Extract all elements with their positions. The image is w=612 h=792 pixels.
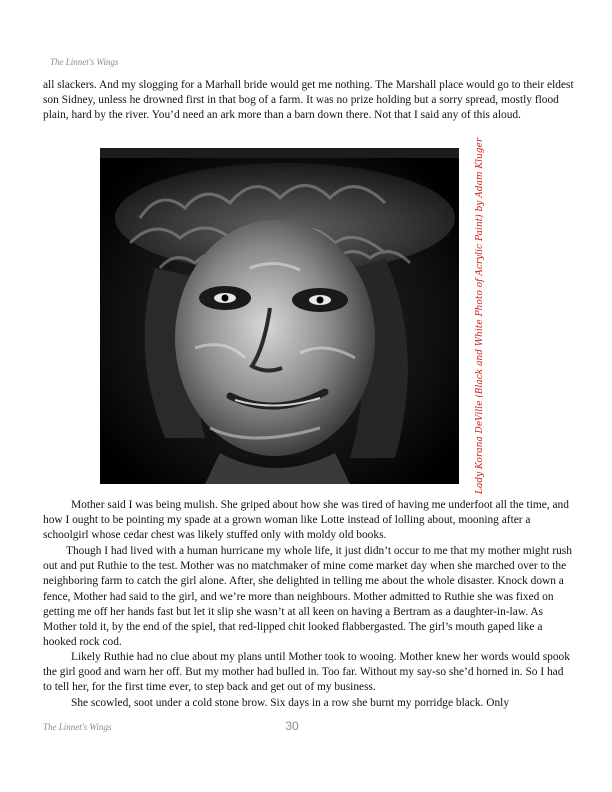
portrait-painting [100, 148, 459, 484]
paragraph-4: Likely Ruthie had no clue about my plans until Mother took to wooing. Mother knew her words would spook the girl good and warn her off. But my mother had bulled in. Too far. Without my say-so she’d horned in. So I had to tell her, for the first time ever, to step back and get out of my business. [43, 651, 570, 694]
page-number: 30 [285, 719, 299, 733]
paragraph-1: all slackers. And my slogging for a Marhall bride would get me nothing. The Marshall place would go to their eldest son Sidney, unless he drowned first in that bog of a farm. It was no prize holding but a sorry spread, mostly flood plain, hard by the river. You’d need an ark more than a barn down there. Not that I said any of this aloud. [43, 79, 574, 122]
running-header: The Linnet's Wings [50, 57, 119, 67]
running-footer: The Linnet's Wings [43, 722, 112, 732]
paragraph-2: Mother said I was being mulish. She griped about how she was tired of having me underfoot all the time, and how I ought to be pointing my spade at a grown woman like Lotte instead of lolling about, mooning after a schoolgirl whose cedar chest was likely stuffed only with moldy old books. [43, 499, 569, 542]
paragraph-5: She scowled, soot under a cold stone brow. Six days in a row she burnt my porridge black. Only [71, 697, 510, 709]
paragraph-3: Though I had lived with a human hurricane my whole life, it just didn’t occur to me that my mother might rush out and put Ruthie to the test. Mother was no matchmaker of mine come market day when she marched over to the neighboring farm to catch the girl alone. After, she delighted in telling me about the whole disaster. Knock down a fence, Mother had said to the girl, and we’re more than neighbours. Mother admitted to Ruthie she was fixed on getting me off her hands fast but let it slip she wasn’t at all keen on having a Bertram as a daughter-in-law. As Mother told it, by the end of the spiel, that red-lipped chit looked flabbergasted. The girl’s mouth gaped like a hooked rock cod. [43, 545, 572, 649]
photo-credit-caption: Lady Korana DeVille (Black and White Photo of Acrylic Paint) by Adam Kluger [475, 137, 485, 494]
